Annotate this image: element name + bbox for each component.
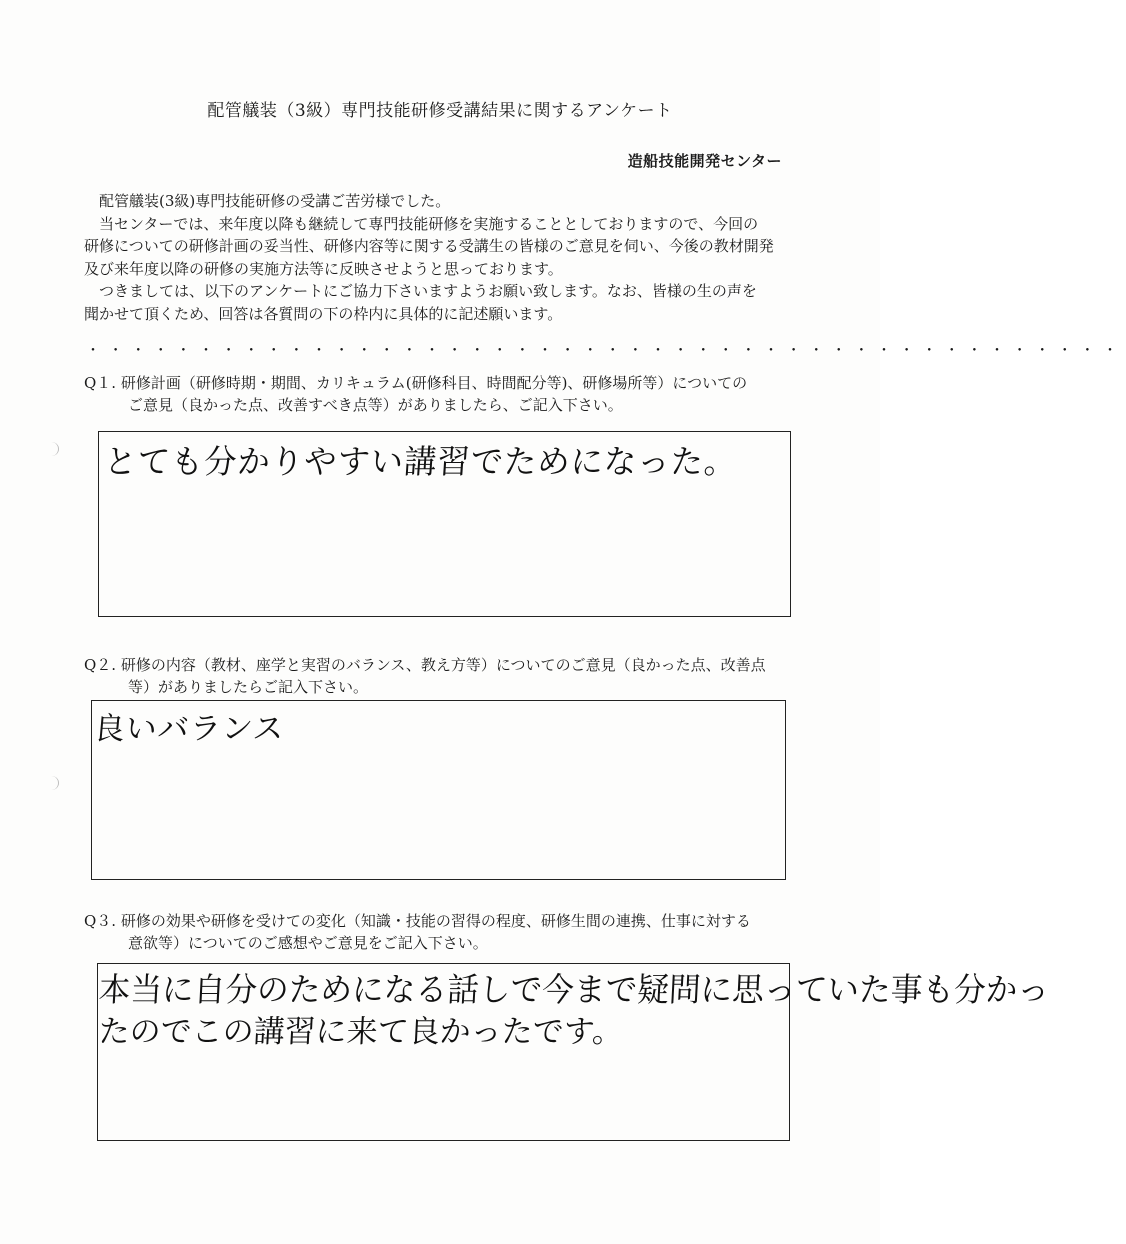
question-1 <box>84 372 814 416</box>
question-3-line-1 <box>84 910 814 932</box>
question-1-line-1 <box>84 372 814 394</box>
intro-line: 当センターでは、来年度以降も継続して専門技能研修を実施することとしておりますので、今回の <box>99 214 759 233</box>
question-3-line-2: 意欲等）についてのご感想やご意見をご記入下さい。 <box>128 934 488 952</box>
intro-text <box>84 190 804 325</box>
question-1-label: Q１. <box>84 374 117 392</box>
intro-line: 及び来年度以降の研修の実施方法等に反映させようと思っております。 <box>84 259 563 278</box>
document-title: 配管艤装（3級）専門技能研修受講結果に関するアンケート <box>207 101 673 121</box>
question-1-line-2: ご意見（良かった点、改善すべき点等）がありましたら、ご記入下さい。 <box>128 396 623 414</box>
question-3-text: 研修の効果や研修を受けての変化（知識・技能の習得の程度、研修生間の連携、仕事に対する <box>120 912 751 930</box>
question-2-text: 研修の内容（教材、座学と実習のバランス、教え方等）についてのご意見（良かった点、改善点 <box>120 656 766 674</box>
answer-3-handwriting-line-1: 本当に自分のためになる話しで今まで疑問に思っていた事も分かっ <box>97 970 1051 1009</box>
question-2 <box>84 654 814 698</box>
intro-line: つきましては、以下のアンケートにご協力下さいますようお願い致します。なお、皆様の生の声を <box>99 282 757 300</box>
question-3 <box>84 910 814 954</box>
question-3-label: Q３. <box>84 912 117 930</box>
punch-hole-mark <box>44 442 59 456</box>
question-2-label: Q２. <box>84 656 117 674</box>
answer-2-handwriting: 良いバランス <box>92 711 287 747</box>
question-2-line-2: 等）がありましたらご記入下さい。 <box>128 678 369 696</box>
question-1-text: 研修計画（研修時期・期間、カリキュラム(研修科目、時間配分等)、研修場所等）についての <box>120 374 748 392</box>
question-2-line-1 <box>84 654 814 676</box>
intro-line: 研修についての研修計画の妥当性、研修内容等に関する受講生の皆様のご意見を伺い、今後の教材開発 <box>84 237 774 255</box>
answer-3-handwriting-line-2: たのでこの講習に来て良かったです。 <box>97 1014 625 1050</box>
organization-name: 造船技能開発センター <box>627 152 782 170</box>
intro-line: 配管艤装(3級)専門技能研修の受講ご苦労様でした。 <box>99 192 451 210</box>
punch-hole-mark <box>44 776 59 790</box>
intro-line: 聞かせて頂くため、回答は各質問の下の枠内に具体的に記述願います。 <box>84 304 563 323</box>
answer-1-handwriting: とても分かりやすい講習でためになった。 <box>102 442 739 481</box>
dotted-separator: ・・・・・・・・・・・・・・・・・・・・・・・・・・・・・・・・・・・・・・・・・・・・・・ <box>86 343 1126 359</box>
